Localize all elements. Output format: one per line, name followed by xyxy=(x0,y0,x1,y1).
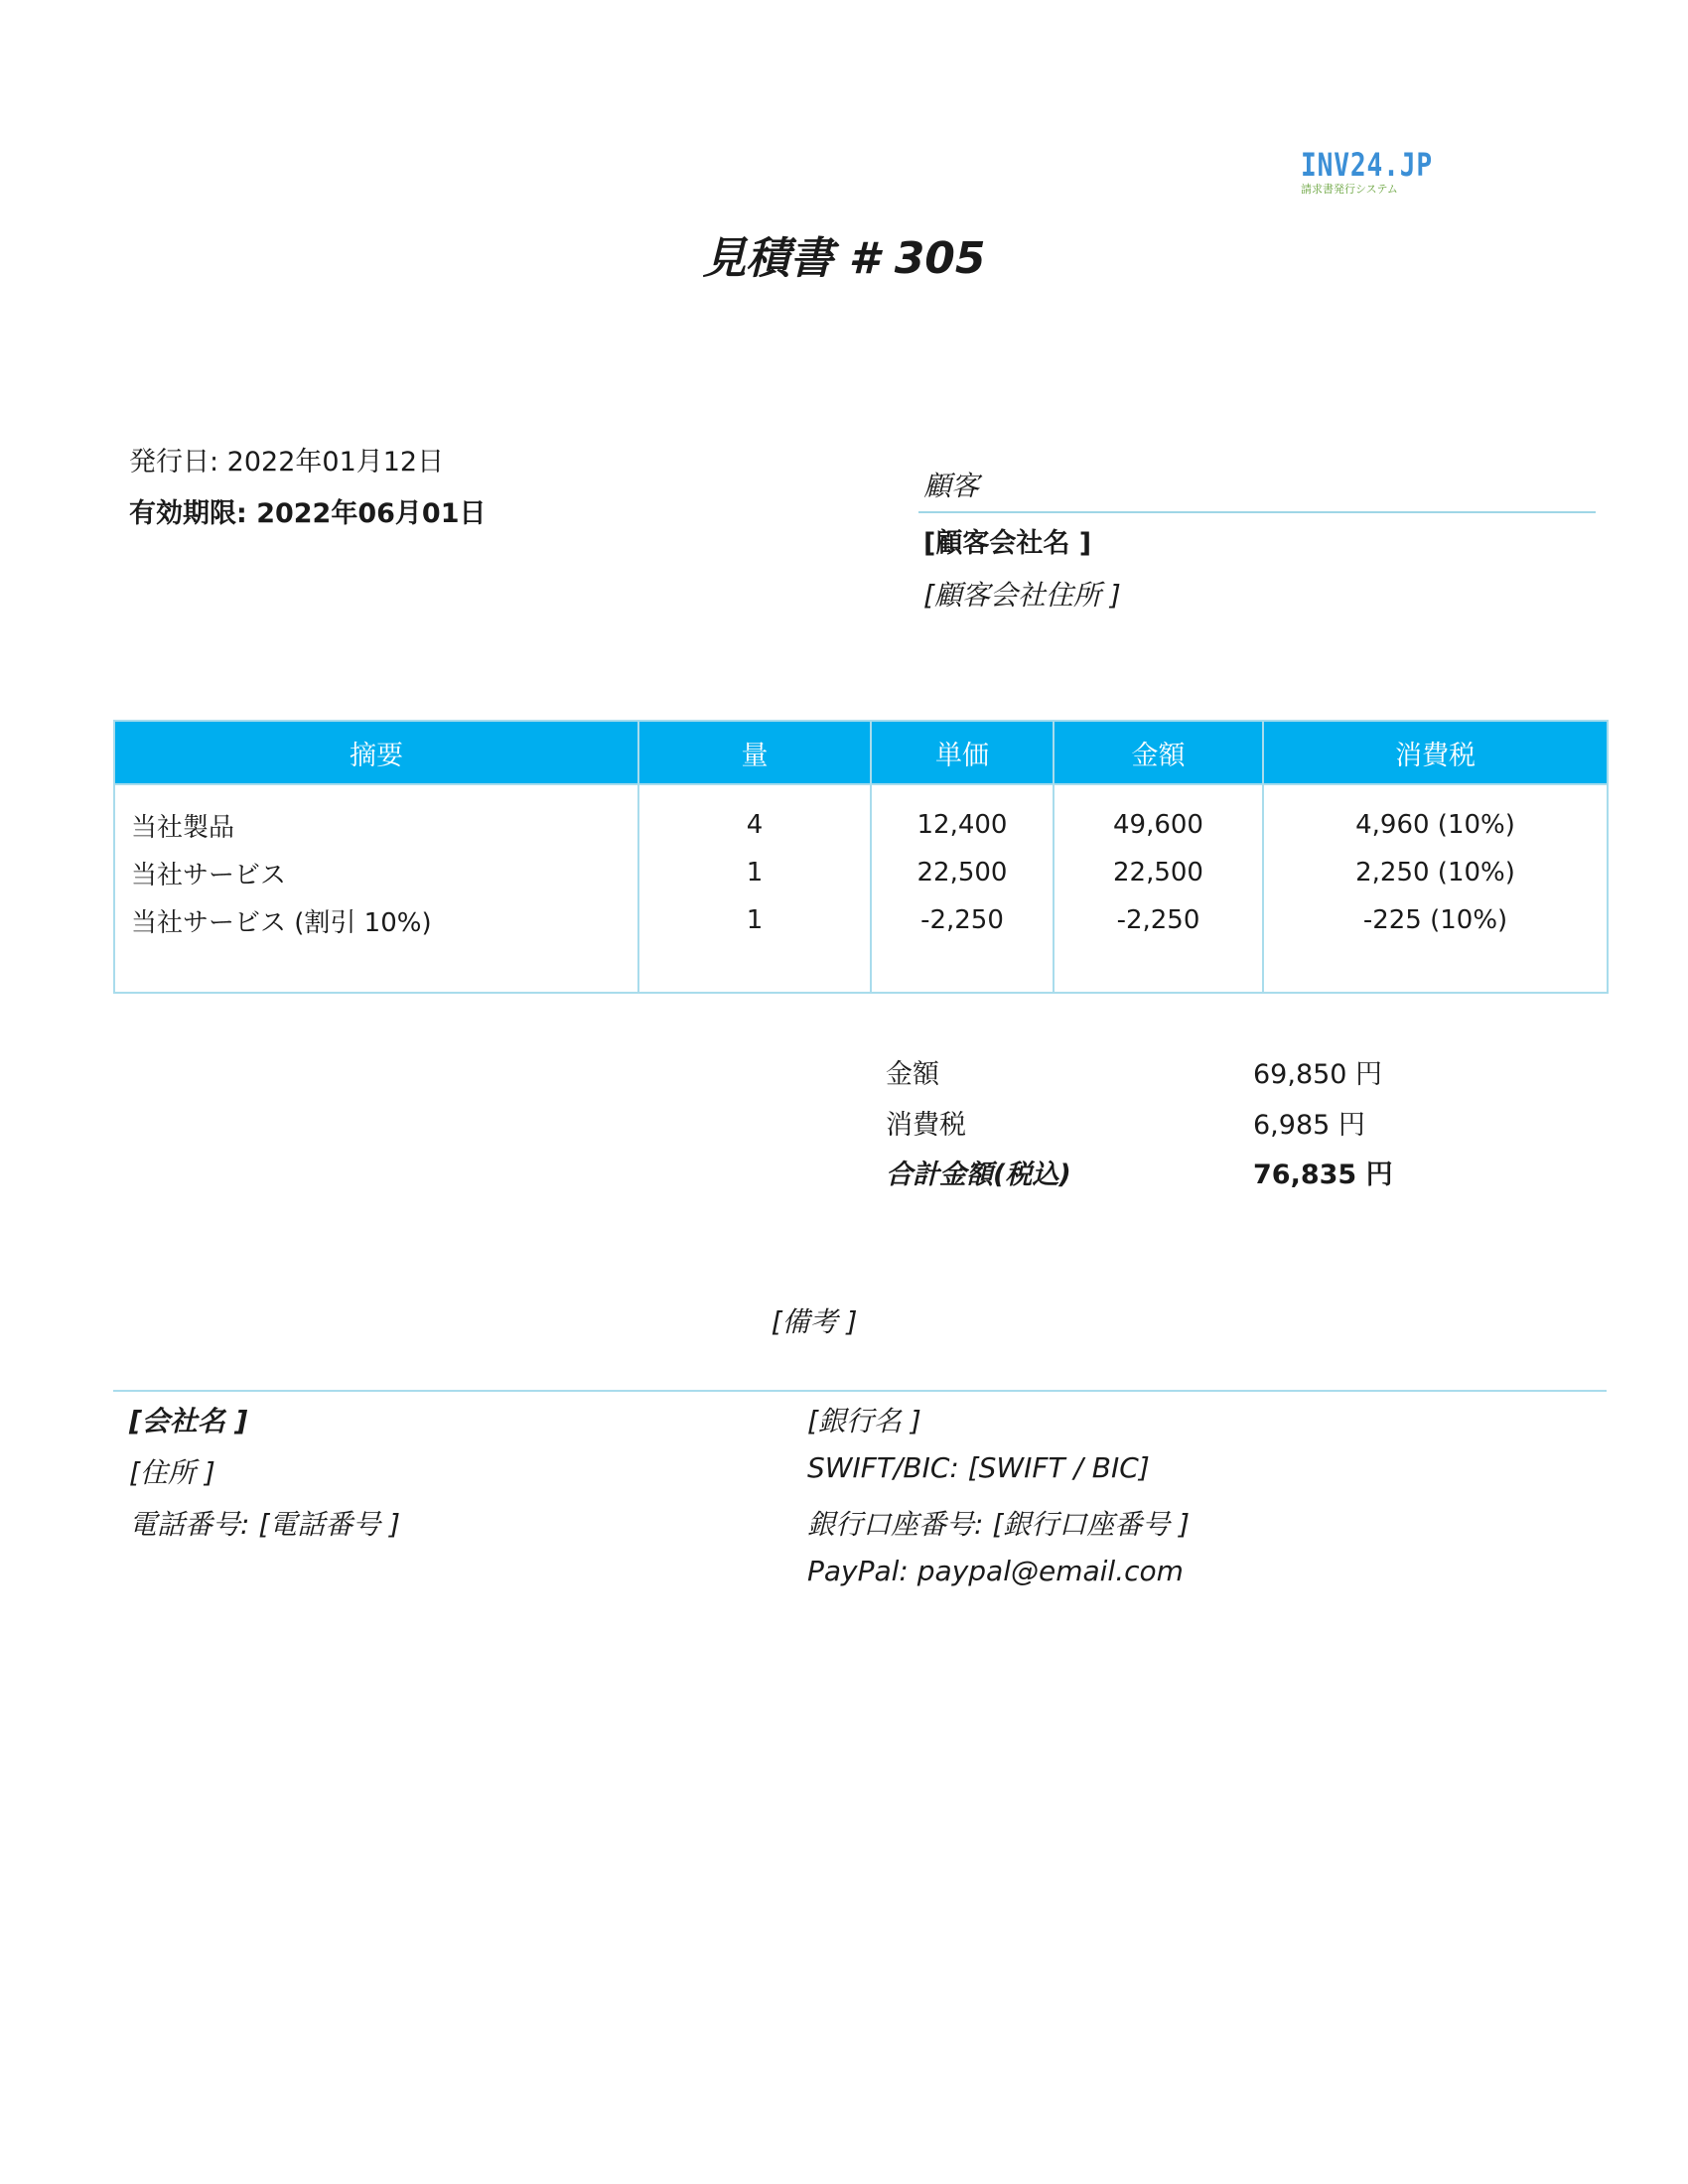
cell-amount: 49,600 xyxy=(1054,784,1263,849)
items-table xyxy=(113,720,1609,994)
cell-tax: 4,960 (10%) xyxy=(1263,784,1608,849)
grand-total-label: 合計金額(税込) xyxy=(886,1160,1071,1190)
cell-description: 当社サービス (割引 10%) xyxy=(114,896,638,944)
customer-name: [顧客会社名 ] xyxy=(923,528,1092,559)
issue-date: 発行日: 2022年01月12日 xyxy=(129,447,445,478)
cell-description: 当社サービス xyxy=(114,849,638,896)
cell-amount: 22,500 xyxy=(1054,849,1263,896)
cell-tax: 2,250 (10%) xyxy=(1263,849,1608,896)
tax-label: 消費税 xyxy=(886,1110,966,1141)
cell-quantity: 1 xyxy=(638,849,871,896)
table-row xyxy=(114,896,1608,944)
company-address: [住所 ] xyxy=(129,1456,215,1489)
cell-description: 当社製品 xyxy=(114,784,638,849)
bank-name: [銀行名 ] xyxy=(807,1405,921,1437)
header-tax: 消費税 xyxy=(1263,721,1608,784)
bank-paypal: PayPal: paypal@email.com xyxy=(807,1555,1184,1587)
header-description: 摘要 xyxy=(114,721,638,784)
cell-unit-price: 12,400 xyxy=(871,784,1054,849)
customer-divider xyxy=(918,511,1596,513)
logo-subtitle: 請求書発行システム xyxy=(1301,183,1398,196)
valid-until-date: 有効期限: 2022年06月01日 xyxy=(129,498,487,529)
cell-amount: -2,250 xyxy=(1054,896,1263,944)
subtotal-label: 金額 xyxy=(886,1059,939,1090)
bank-account: 銀行口座番号: [銀行口座番号 ] xyxy=(807,1508,1191,1541)
logo-mark: INV24.JP xyxy=(1301,146,1433,184)
cell-unit-price: 22,500 xyxy=(871,849,1054,896)
header-unit-price: 単価 xyxy=(871,721,1054,784)
table-row xyxy=(114,849,1608,896)
customer-address: [顧客会社住所 ] xyxy=(923,579,1121,612)
cell-unit-price: -2,250 xyxy=(871,896,1054,944)
logo xyxy=(1301,147,1440,197)
subtotal-value: 69,850 円 xyxy=(1253,1059,1383,1090)
company-phone: 電話番号: [電話番号 ] xyxy=(129,1508,401,1541)
table-row xyxy=(114,784,1608,849)
tax-value: 6,985 円 xyxy=(1253,1110,1365,1141)
table-padding-row xyxy=(114,944,1608,993)
header-quantity: 量 xyxy=(638,721,871,784)
document-title: 見積書 # 305 xyxy=(702,233,986,284)
footer-divider xyxy=(113,1390,1607,1392)
header-amount: 金額 xyxy=(1054,721,1263,784)
cell-quantity: 4 xyxy=(638,784,871,849)
company-name: [会社名 ] xyxy=(129,1405,248,1437)
cell-quantity: 1 xyxy=(638,896,871,944)
table-header-row xyxy=(114,721,1608,784)
grand-total-value: 76,835 円 xyxy=(1253,1160,1393,1190)
cell-tax: -225 (10%) xyxy=(1263,896,1608,944)
notes: [備考 ] xyxy=(771,1305,858,1338)
customer-heading: 顧客 xyxy=(923,470,980,502)
bank-swift: SWIFT/BIC: [SWIFT / BIC] xyxy=(807,1451,1150,1484)
